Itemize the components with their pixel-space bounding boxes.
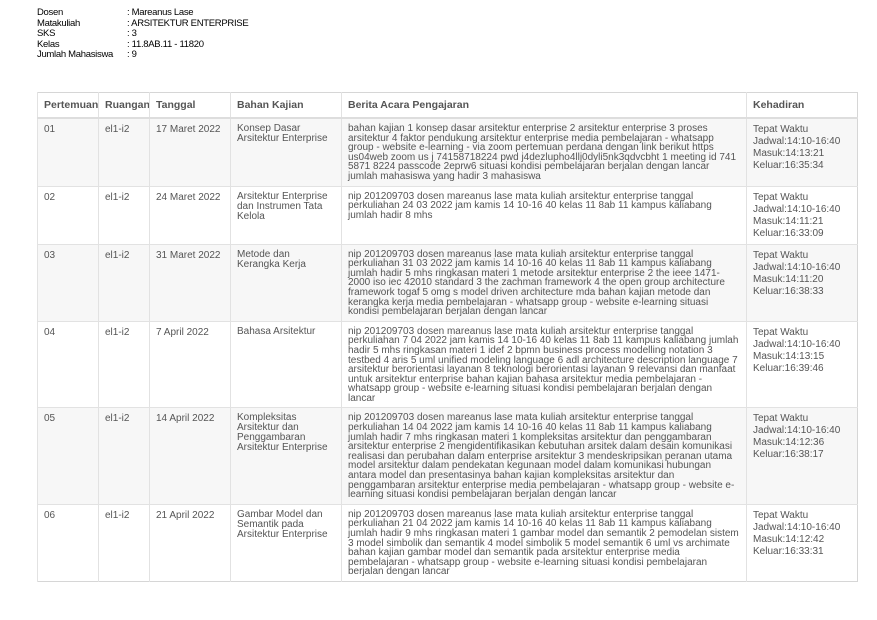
header-pertemuan: Pertemuan	[38, 93, 99, 119]
info-value: : Mareanus Lase	[127, 7, 194, 18]
header-kehadiran: Kehadiran	[747, 93, 858, 119]
cell-tanggal: 17 Maret 2022	[150, 118, 231, 186]
cell-tanggal: 14 April 2022	[150, 408, 231, 504]
table-header-row	[38, 93, 858, 119]
cell-berita-acara: nip 201209703 dosen mareanus lase mata kuliah arsitektur enterprise tanggal perkuliahan 21 04 2022 jam kamis 14 10-16 40 kelas 11 8ab 11 kampus kaliabang jumlah hadir 9 mhs ringkasan materi 1 gambar model dan semantik 2 pemodelan sistem 3 model simbolik dan semantik 4 model simbolik 5 model semantik 6 uml vs archimate bahan kajian gambar model dan semantik pada arsitektur enterprise media pembelajaran - whatsapp group - website e-learning situasi kondisi pembelajaran berjalan dengan lancar	[342, 504, 747, 581]
cell-pertemuan: 05	[38, 408, 99, 504]
info-label: SKS	[37, 28, 56, 39]
info-value: : 3	[127, 28, 137, 39]
attendance-out: Keluar:16:39:46	[753, 362, 824, 374]
cell-ruangan: el1-i2	[99, 186, 150, 244]
cell-berita-acara: nip 201209703 dosen mareanus lase mata kuliah arsitektur enterprise tanggal perkuliahan 24 03 2022 jam kamis 14 10-16 40 kelas 11 8ab 11 kampus kaliabang jumlah hadir 8 mhs	[342, 186, 747, 244]
header-bahan-kajian: Bahan Kajian	[231, 93, 342, 119]
attendance-out: Keluar:16:33:31	[753, 545, 824, 557]
table-row	[38, 504, 858, 581]
cell-pertemuan: 01	[38, 118, 99, 186]
attendance-table	[37, 92, 858, 582]
cell-bahan-kajian: Gambar Model dan Semantik pada Arsitektur Enterprise	[231, 504, 342, 581]
cell-bahan-kajian: Bahasa Arsitektur	[231, 321, 342, 408]
attendance-schedule: Jadwal:14:10-16:40	[753, 521, 841, 533]
cell-ruangan: el1-i2	[99, 504, 150, 581]
cell-berita-acara: nip 201209703 dosen mareanus lase mata kuliah arsitektur enterprise tanggal perkuliahan 31 03 2022 jam kamis 14 10-16 40 kelas 11 8ab 11 kampus kaliabang jumlah hadir 5 mhs ringkasan materi 1 metode arsitektur enterprise 2 the ieee 1471-2000 iso iec 42010 standard 3 the zachman framework 4 the open group architecture framework togaf 5 omg s model driven architecture mda bahan kajian metode dan kerangka kerja media pembelajaran - whatsapp group - website e-learning situasi kondisi pembelajaran berjalan dengan lancar	[342, 244, 747, 321]
attendance-status: Tepat Waktu	[753, 509, 809, 521]
cell-ruangan: el1-i2	[99, 118, 150, 186]
attendance-status: Tepat Waktu	[753, 249, 809, 261]
cell-pertemuan: 02	[38, 186, 99, 244]
attendance-status: Tepat Waktu	[753, 326, 809, 338]
cell-pertemuan: 04	[38, 321, 99, 408]
cell-bahan-kajian: Arsitektur Enterprise dan Instrumen Tata Kelola	[231, 186, 342, 244]
cell-bahan-kajian: Kompleksitas Arsitektur dan Penggambaran Arsitektur Enterprise	[231, 408, 342, 504]
attendance-out: Keluar:16:38:17	[753, 449, 824, 461]
info-row-sks	[37, 29, 248, 40]
info-label: Kelas	[37, 38, 60, 50]
attendance-out: Keluar:16:38:33	[753, 285, 824, 297]
info-label: Jumlah Mahasiswa	[37, 49, 113, 60]
info-label: Dosen	[37, 7, 63, 18]
cell-kehadiran	[747, 118, 858, 186]
attendance-in: Masuk:14:11:20	[753, 273, 824, 285]
attendance-schedule: Jadwal:14:10-16:40	[753, 261, 841, 273]
cell-kehadiran	[747, 504, 858, 581]
attendance-in: Masuk:14:12:36	[753, 437, 825, 449]
cell-tanggal: 21 April 2022	[150, 504, 231, 581]
table-row	[38, 118, 858, 186]
cell-pertemuan: 06	[38, 504, 99, 581]
attendance-schedule: Jadwal:14:10-16:40	[753, 338, 841, 350]
cell-ruangan: el1-i2	[99, 244, 150, 321]
course-info	[37, 8, 248, 61]
cell-kehadiran	[747, 408, 858, 504]
cell-pertemuan: 03	[38, 244, 99, 321]
info-row-jumlah-mahasiswa	[37, 50, 248, 61]
attendance-status: Tepat Waktu	[753, 124, 809, 135]
info-value: : 11.8AB.11 - 11820	[127, 38, 204, 50]
header-ruangan: Ruangan	[99, 93, 150, 119]
cell-berita-acara: bahan kajian 1 konsep dasar arsitektur enterprise 2 arsitektur enterprise 3 proses arsitektur 4 faktor pendukung arsitektur enterprise media pembelajaran - whatsapp group - website e-learning - via zoom pertemuan perdana dengan link berikut https us04web zoom us j 74158718224 pwd j4dezlupho4llj0dyli5nk3qdvcbht 1 meeting id 741 5871 8224 passcode 2eprw6 situasi kondisi pembelajaran berjalan dengan lancar jumlah mahasiswa yang hadir 3 mahasiswa	[342, 118, 747, 186]
cell-ruangan: el1-i2	[99, 408, 150, 504]
table-row	[38, 244, 858, 321]
info-label: Matakuliah	[37, 17, 80, 29]
table-row	[38, 321, 858, 408]
attendance-in: Masuk:14:13:15	[753, 350, 825, 362]
table-row	[38, 186, 858, 244]
attendance-schedule: Jadwal:14:10-16:40	[753, 136, 841, 147]
cell-tanggal: 7 April 2022	[150, 321, 231, 408]
cell-berita-acara: nip 201209703 dosen mareanus lase mata kuliah arsitektur enterprise tanggal perkuliahan 7 04 2022 jam kamis 14 10-16 40 kelas 11 8ab 11 kampus kaliabang jumlah hadir 5 mhs ringkasan materi 1 idef 2 bpmn business process modelling notation 3 testbed 4 aris 5 uml unified modeling language 6 adl architecture description language 7 arsitektur berorientasi layanan 8 teknologi berorientasi layanan 9 relevansi dan manfaat untuk arsitektur enterprise bahan kajian bahasa arsitektur media pembelajaran - whatsapp group - website e-learning situasi kondisi pembelajaran berjalan dengan lancar	[342, 321, 747, 408]
cell-kehadiran	[747, 244, 858, 321]
cell-kehadiran	[747, 321, 858, 408]
cell-ruangan: el1-i2	[99, 321, 150, 408]
attendance-in: Masuk:14:12:42	[753, 533, 825, 545]
attendance-schedule: Jadwal:14:10-16:40	[753, 425, 841, 437]
attendance-out: Keluar:16:33:09	[753, 227, 824, 239]
attendance-status: Tepat Waktu	[753, 413, 809, 425]
header-tanggal: Tanggal	[150, 93, 231, 119]
info-row-matakuliah	[37, 19, 248, 30]
info-value: : 9	[127, 49, 137, 60]
attendance-out: Keluar:16:35:34	[753, 160, 824, 171]
cell-tanggal: 31 Maret 2022	[150, 244, 231, 321]
info-row-dosen	[37, 8, 248, 19]
cell-berita-acara: nip 201209703 dosen mareanus lase mata kuliah arsitektur enterprise tanggal perkuliahan 14 04 2022 jam kamis 14 10-16 40 kelas 11 8ab 11 kampus kaliabang jumlah hadir 7 mhs ringkasan materi 1 kompleksitas arsitektur dan penggambaran arsitektur enterprise 2 mengidentifikasikan kebutuhan arsitek dalam desain komunikasi realisasi dan perubahan dalam enterprise arsitektur 3 mendeskripsikan peranan utama model arsitektur dalam pendekatan kegunaan model dalam komunikasi hubungan antara model dan presentasinya bahan kajian kompleksitas arsitektur dan penggambaran arsitektur enterprise media pembelajaran - whatsapp group - website e-learning situasi kondisi pembelajaran berjalan dengan lancar	[342, 408, 747, 504]
header-berita-acara: Berita Acara Pengajaran	[342, 93, 747, 119]
cell-bahan-kajian: Konsep Dasar Arsitektur Enterprise	[231, 118, 342, 186]
attendance-schedule: Jadwal:14:10-16:40	[753, 203, 841, 215]
attendance-in: Masuk:14:13:21	[753, 148, 825, 159]
cell-bahan-kajian: Metode dan Kerangka Kerja	[231, 244, 342, 321]
attendance-status: Tepat Waktu	[753, 191, 809, 203]
cell-tanggal: 24 Maret 2022	[150, 186, 231, 244]
cell-kehadiran	[747, 186, 858, 244]
attendance-in: Masuk:14:11:21	[753, 215, 824, 227]
table-row	[38, 408, 858, 504]
info-value: : ARSITEKTUR ENTERPRISE	[127, 17, 249, 29]
